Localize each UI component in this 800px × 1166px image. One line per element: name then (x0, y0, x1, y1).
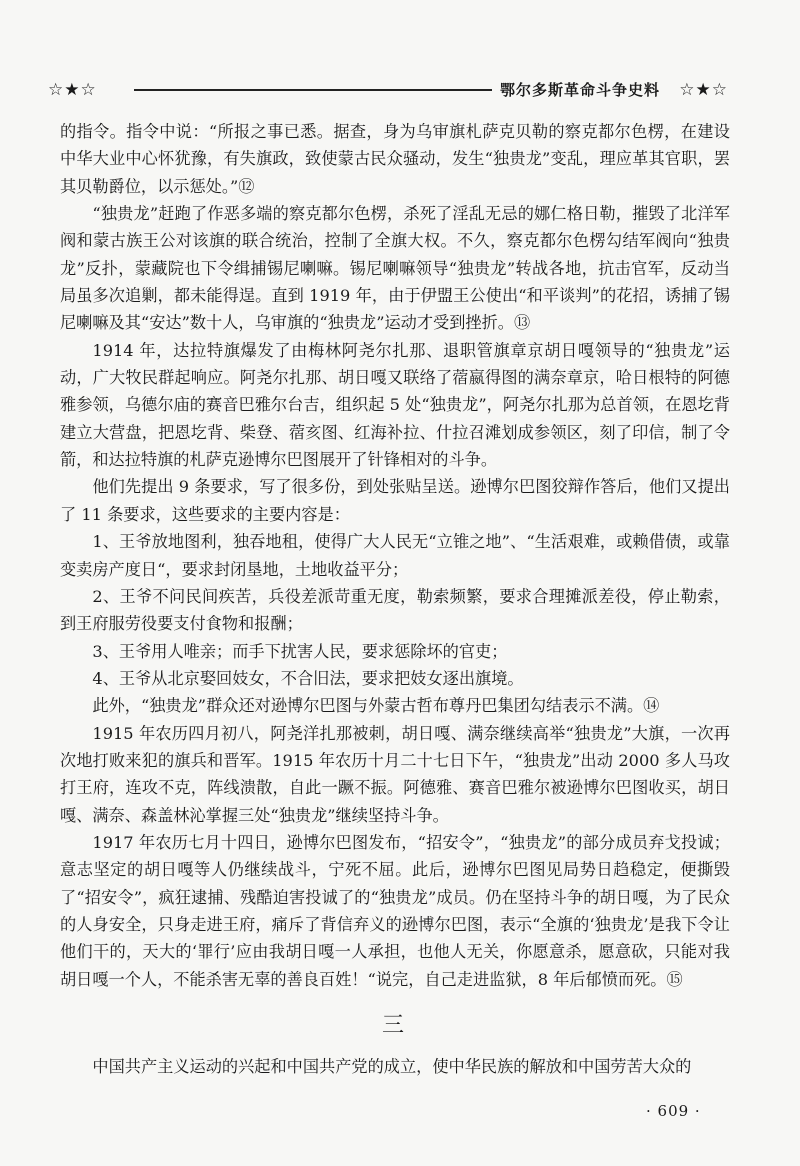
header-stars-right: ☆★☆ (679, 80, 728, 100)
list-item: 1、王爷放地图利，独吞地租，使得广大人民无“立锥之地”、“生活艰难，或赖借债，或靠变卖房产度日“，要求封闭垦地，土地收益平分； (60, 532, 730, 579)
paragraph: 他们先提出 9 条要求，写了很多份，到处张贴呈送。逊博尔巴图狡辩作答后，他们又提出了 11 条要求，这些要求的主要内容是： (60, 477, 730, 524)
body-text (60, 118, 730, 1080)
paragraph: 1915 年农历四月初八，阿尧洋扎那被刺，胡日嘎、满奈继续高举“独贵龙”大旗，一次再次地打败来犯的旗兵和晋军。1915 年农历十月二十七日下午，“独贵龙”出动 2000 多人马攻打王府，连攻不克，阵线溃散，自此一蹶不振。阿德雅、赛音巴雅尔被逊博尔巴图收买，胡日嘎、满奈、森盖林沁掌握三处“独贵龙”继续坚持斗争。 (60, 723, 730, 825)
page-number: · 609 · (646, 1102, 701, 1120)
header-stars-left: ☆★☆ (48, 80, 97, 100)
paragraph: “独贵龙”赶跑了作恶多端的察克都尔色楞，杀死了淫乱无忌的娜仁格日勒，摧毁了北洋军阀和蒙古族王公对该旗的联合统治，控制了全旗大权。不久，察克都尔色楞勾结军阀向“独贵龙”反扑，蒙藏院也下令缉捕锡尼喇嘛。锡尼喇嘛领导“独贵龙”转战各地，抗击官军，反动当局虽多次追剿，都未能得逞。直到 1919 年，由于伊盟王公使出“和平谈判”的花招，诱捕了锡尼喇嘛及其“安达”数十人，乌审旗的“独贵龙”运动才受到挫折。⑬ (60, 204, 730, 333)
paragraph: 此外，“独贵龙”群众还对逊博尔巴图与外蒙古哲布尊丹巴集团勾结表示不满。⑭ (92, 696, 660, 716)
header-title: 鄂尔多斯革命斗争史料 (500, 81, 661, 99)
section-heading: 三 (381, 1013, 408, 1038)
header-rule (134, 89, 492, 91)
paragraph: 中国共产主义运动的兴起和中国共产党的成立，使中华民族的解放和中国劳苦大众的 (92, 1057, 692, 1076)
running-header (48, 78, 728, 102)
list-item: 3、王爷用人唯亲；而手下扰害人民，要求惩除坏的官吏； (92, 641, 508, 661)
paragraph: 1917 年农历七月十四日，逊博尔巴图发布，“招安令”，“独贵龙”的部分成员弃戈投诚；意志坚定的胡日嘎等人仍继续战斗，宁死不屈。此后，逊博尔巴图见局势日趋稳定，便撕毁了“招安令”，疯狂逮捕、残酷迫害投诚了的“独贵龙”成员。仍在坚持斗争的胡日嘎，为了民众的人身安全，只身走进王府，痛斥了背信弃义的逊博尔巴图，表示“全旗的‘独贵龙’是我下令让他们干的，天大的‘罪行’应由我胡日嘎一人承担，也他人无关，你愿意杀，愿意砍，只能对我胡日嘎一个人，不能杀害无辜的善良百姓！“说完，自己走进监狱，8 年后郁愤而死。⑮ (60, 832, 730, 989)
paragraph: 1914 年，达拉特旗爆发了由梅林阿尧尔扎那、退职管旗章京胡日嘎领导的“独贵龙”运动，广大牧民群起响应。阿尧尔扎那、胡日嘎又联络了蓿嬴得图的满奈章京，哈日根特的阿德雅参领，乌德尔庙的赛音巴雅尔台吉，组织起 5 处“独贵龙”，阿尧尔扎那为总首领，在恩圪背建立大营盘，把恩圪背、柴登、蓿亥图、红海补拉、什拉召滩划成参领区，刻了印信，制了令箭，和达拉特旗的札萨克逊博尔巴图展开了针锋相对的斗争。 (60, 340, 730, 470)
list-item: 2、王爷不问民间疾苦，兵役差派苛重无度，勒索频繁，要求合理摊派差役，停止勒索，到王府服劳役要支付食物和报酬； (60, 586, 730, 634)
list-item: 4、王爷从北京娶回妓女，不合旧法，要求把妓女逐出旗境。 (92, 668, 524, 688)
paragraph: 的指令。指令中说：“所报之事已悉。据查，身为乌审旗札萨克贝勒的察克都尔色楞，在建设中华大业中心怀犹豫，有失旗政，致使蒙古民众骚动，发生“独贵龙”变乱，理应革其官职，罢其贝勒爵位，以示惩处。”⑫ (60, 122, 730, 196)
